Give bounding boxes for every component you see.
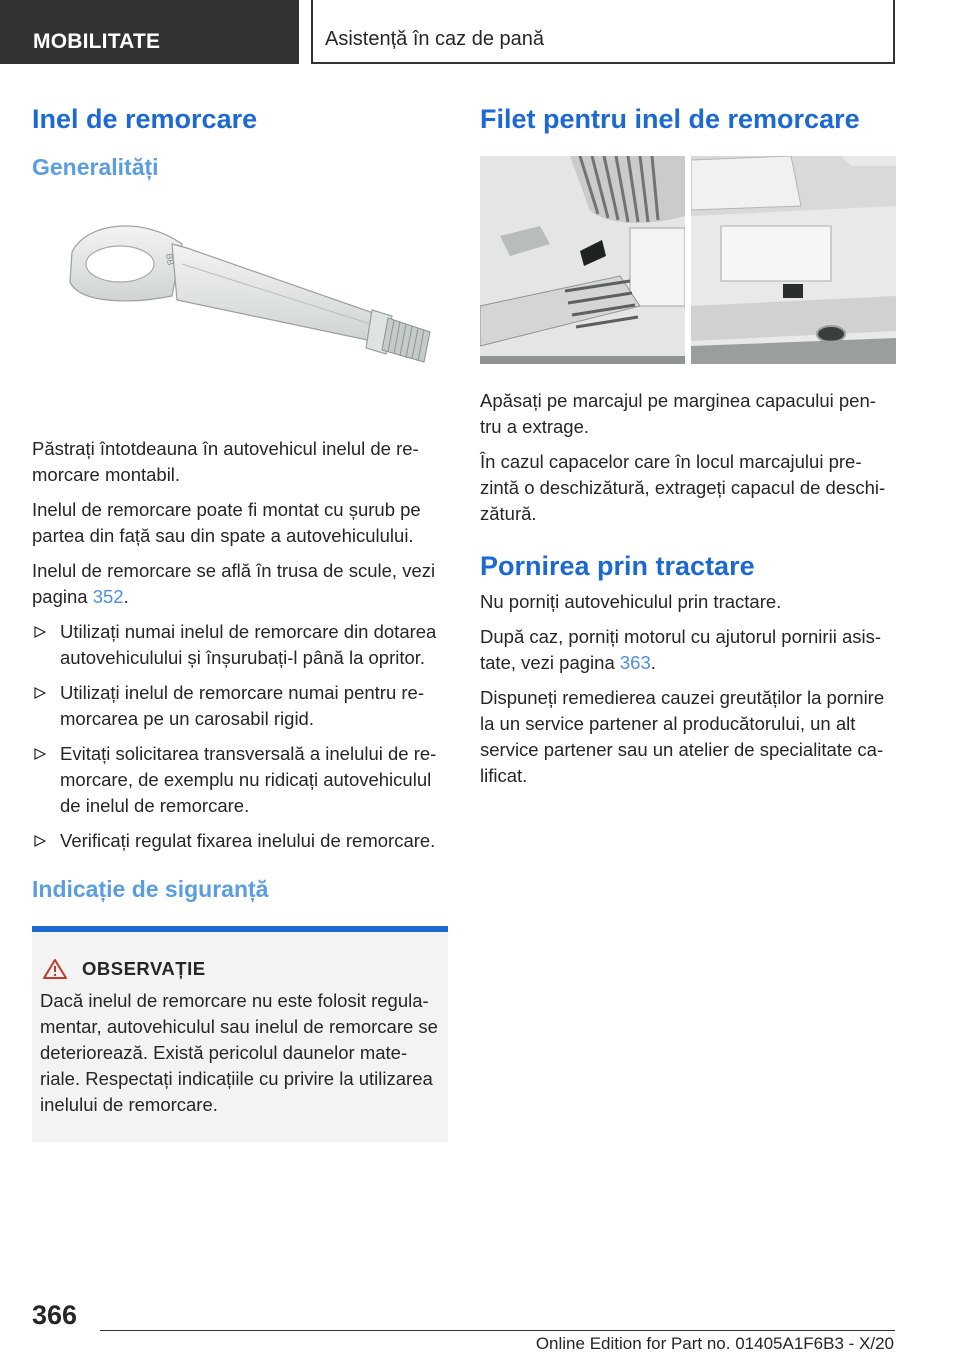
page-number: 366 xyxy=(32,1300,78,1330)
paragraph-3-end: . xyxy=(123,586,129,607)
right-column xyxy=(480,102,896,798)
section-title-tow-start: Pornirea prin tractare xyxy=(480,551,755,581)
bullet-text: Verificați regulat fixarea inelului de remorcare. xyxy=(60,830,436,851)
bumper-cover-images xyxy=(480,156,896,364)
paragraph-1: Păstrați întotdeauna în autovehicul inelul de re-morcare montabil. xyxy=(32,438,419,485)
front-bumper-image xyxy=(480,156,685,364)
tow-ring-image xyxy=(32,204,448,414)
section-title-thread: Filet pentru inel de remorcare xyxy=(480,104,860,134)
bullet-text: Utilizați numai inelul de remorcare din dotarea autovehiculului și înșurubați-l până la opritor. xyxy=(60,621,437,668)
triangle-bullet-icon xyxy=(34,626,46,638)
paragraph-3 xyxy=(32,558,448,610)
warning-triangle-icon xyxy=(42,958,68,980)
triangle-bullet-icon xyxy=(34,687,46,699)
paragraph-service: Dispuneți remedierea cauzei greutăților la pornire la un service partener al producătorului, un alt service partener sau un atelier de specialitate ca-lificat. xyxy=(480,687,885,786)
warning-box xyxy=(32,926,448,1142)
paragraph-press: Apăsați pe marcajul pe marginea capacului pen-tru a extrage. xyxy=(480,390,876,437)
footer-divider xyxy=(100,1330,895,1331)
paragraph-jump-start-text: După caz, porniți motorul cu ajutorul pornirii asis-tate, vezi pagina xyxy=(480,626,882,673)
paragraph-opening: În cazul capacelor care în locul marcajului pre-zintă o deschizătură, extrageți capacul de deschi-zătură. xyxy=(480,451,886,524)
paragraph-3-text: Inelul de remorcare se află în trusa de scule, vezi pagina xyxy=(32,560,436,607)
triangle-bullet-icon xyxy=(34,835,46,847)
bullet-text: Evitați solicitarea transversală a inelului de re-morcare, de exemplu nu ridicați autovehiculul de inelul de remorcare. xyxy=(60,743,437,816)
bullet-item xyxy=(32,680,448,732)
subsection-title: Generalități xyxy=(32,154,159,180)
page-link-363[interactable]: 363 xyxy=(619,652,651,673)
paragraph-2: Inelul de remorcare poate fi montat cu șurub pe partea din față sau din spate a autovehiculului. xyxy=(32,499,421,546)
header-chapter: Asistență în caz de pană xyxy=(311,0,895,64)
warning-label: OBSERVAȚIE xyxy=(82,958,206,979)
rear-bumper-image xyxy=(691,156,896,364)
paragraph-no-tow-start: Nu porniți autovehiculul prin tractare. xyxy=(480,591,782,612)
bullet-item xyxy=(32,619,448,671)
bullet-text: Utilizați inelul de remorcare numai pentru re-morcarea pe un carosabil rigid. xyxy=(60,682,424,729)
warning-header xyxy=(40,958,440,980)
left-column xyxy=(32,102,448,1142)
bullet-item xyxy=(32,741,448,819)
paragraph-jump-start-end: . xyxy=(650,652,656,673)
bullet-item xyxy=(32,828,448,854)
footer-edition: Online Edition for Part no. 01405A1F6B3 - X/20 xyxy=(535,1334,894,1353)
warning-text: Dacă inelul de remorcare nu este folosit regula-mentar, autovehiculul sau inelul de remorcare se deteriorează. Există pericolul daunelor mate-riale. Respectați indicațiile cu privire la utilizarea inelului de remorcare. xyxy=(40,990,438,1115)
paragraph-jump-start xyxy=(480,624,896,676)
header-section: MOBILITATE xyxy=(0,0,299,64)
page-link-352[interactable]: 352 xyxy=(92,586,124,607)
safety-title: Indicație de siguranță xyxy=(32,876,269,902)
triangle-bullet-icon xyxy=(34,748,46,760)
svg-text:BB: BB xyxy=(164,252,176,267)
section-title: Inel de remorcare xyxy=(32,104,258,134)
